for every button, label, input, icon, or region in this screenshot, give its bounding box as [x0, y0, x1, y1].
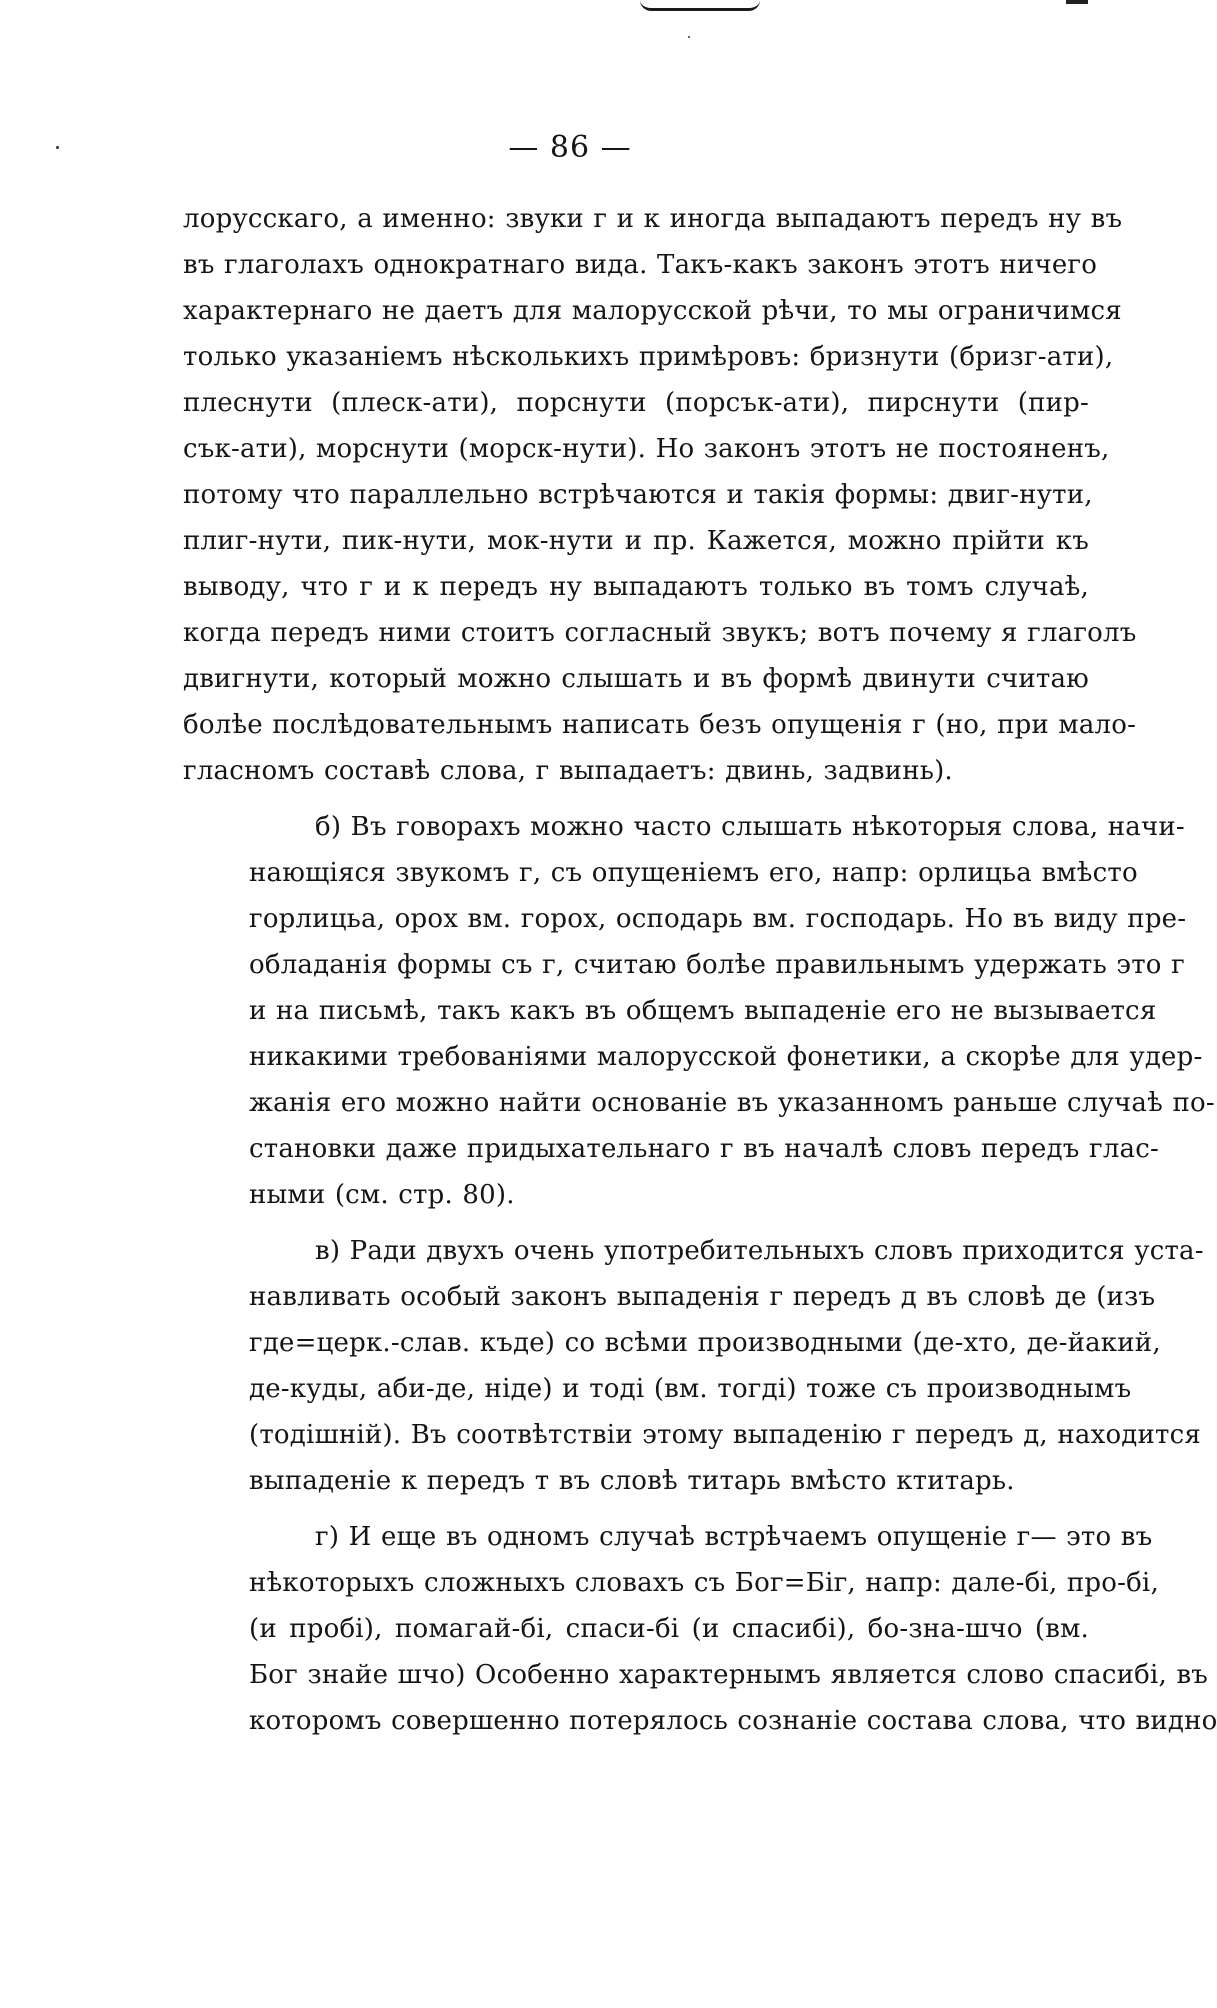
text-line: навливать особый законъ выпаденія г передъ д въ словѣ де (изъ: [249, 1282, 1156, 1312]
text-line: (тодішній). Въ соотвѣтствіи этому выпаденію г передъ д, находится: [249, 1420, 1201, 1450]
paragraph-intro: [183, 196, 1137, 794]
text-line: плиг-нути, пик-нути, мок-нути и пр. Кажется, можно прійти къ: [183, 526, 1089, 556]
page-number: — 86 —: [508, 130, 632, 165]
text-line: где=церк.-слав. къде) со всѣми производными (де-хто, де-йакий,: [249, 1328, 1161, 1358]
dust-speck: [688, 36, 690, 38]
text-line: въ глаголахъ однократнаго вида. Такъ-какъ законъ этотъ ничего: [183, 250, 1098, 280]
text-line: в) Ради двухъ очень употребительныхъ словъ приходится уста-: [315, 1236, 1204, 1266]
text-line: нающіяся звукомъ г, съ опущеніемъ его, напр: орлицьа вмѣсто: [249, 858, 1138, 888]
text-line: гласномъ составѣ слова, г выпадаетъ: двинь, задвинь).: [183, 756, 953, 786]
paragraph-g: [183, 1514, 1217, 1744]
text-line: когда передъ ними стоитъ согласный звукъ; вотъ почему я глаголъ: [183, 618, 1137, 648]
text-line: плеснути (плеск-ати), порснути (порсък-ати), пирснути (пир-: [183, 388, 1089, 418]
text-line: лорусскаго, а именно: звуки г и к иногда выпадаютъ передъ ну въ: [183, 204, 1123, 234]
body-text: [183, 196, 1217, 1754]
text-line: Бог знайе шчо) Особенно характернымъ является слово спасибі, въ: [249, 1660, 1209, 1690]
text-line: б) Въ говорахъ можно часто слышать нѣкоторыя слова, начи-: [315, 812, 1185, 842]
text-line: г) И еще въ одномъ случаѣ встрѣчаемъ опущеніе г— это въ: [315, 1522, 1153, 1552]
text-line: ными (см. стр. 80).: [249, 1180, 515, 1210]
text-line: потому что параллельно встрѣчаются и такія формы: двиг-нути,: [183, 480, 1093, 510]
paragraph-v: [183, 1228, 1204, 1504]
print-smudge: [640, 0, 760, 11]
text-line: жанія его можно найти основаніе въ указанномъ раньше случаѣ по-: [249, 1088, 1215, 1118]
text-line: двигнути, который можно слышать и въ формѣ двинути считаю: [183, 664, 1089, 694]
text-line: выпаденіе к передъ т въ словѣ титарь вмѣсто ктитарь.: [249, 1466, 1015, 1496]
text-line: сък-ати), морснути (морск-нути). Но законъ этотъ не постояненъ,: [183, 434, 1110, 464]
text-line: только указаніемъ нѣсколькихъ примѣровъ: бризнути (бризг-ати),: [183, 342, 1114, 372]
text-line: де-куды, аби-де, ніде) и тоді (вм. тогді) тоже съ производнымъ: [249, 1374, 1132, 1404]
text-line: никакими требованіями малорусской фонетики, а скорѣе для удер-: [249, 1042, 1203, 1072]
text-line: болѣе послѣдовательнымъ написать безъ опущенія г (но, при мало-: [183, 710, 1137, 740]
text-line: которомъ совершенно потерялось сознаніе состава слова, что видно: [249, 1706, 1217, 1736]
text-line: обладанія формы съ г, считаю болѣе правильнымъ удержать это г: [249, 950, 1185, 980]
text-line: (и пробі), помагай-бі, спаси-бі (и спасибі), бо-зна-шчо (вм.: [249, 1614, 1089, 1644]
text-line: выводу, что г и к передъ ну выпадаютъ только въ томъ случаѣ,: [183, 572, 1089, 602]
text-line: и на письмѣ, такъ какъ въ общемъ выпаденіе его не вызывается: [249, 996, 1157, 1026]
text-line: нѣкоторыхъ сложныхъ словахъ съ Бог=Біг, напр: дале-бі, про-бі,: [249, 1568, 1159, 1598]
text-line: становки даже придыхательнаго г въ началѣ словъ передъ глас-: [249, 1134, 1160, 1164]
edge-mark: [1066, 0, 1088, 4]
paragraph-b: [183, 804, 1215, 1218]
text-line: горлицьа, орох вм. горох, осподарь вм. господарь. Но въ виду пре-: [249, 904, 1187, 934]
text-line: характернаго не даетъ для малорусской рѣчи, то мы ограничимся: [183, 296, 1122, 326]
